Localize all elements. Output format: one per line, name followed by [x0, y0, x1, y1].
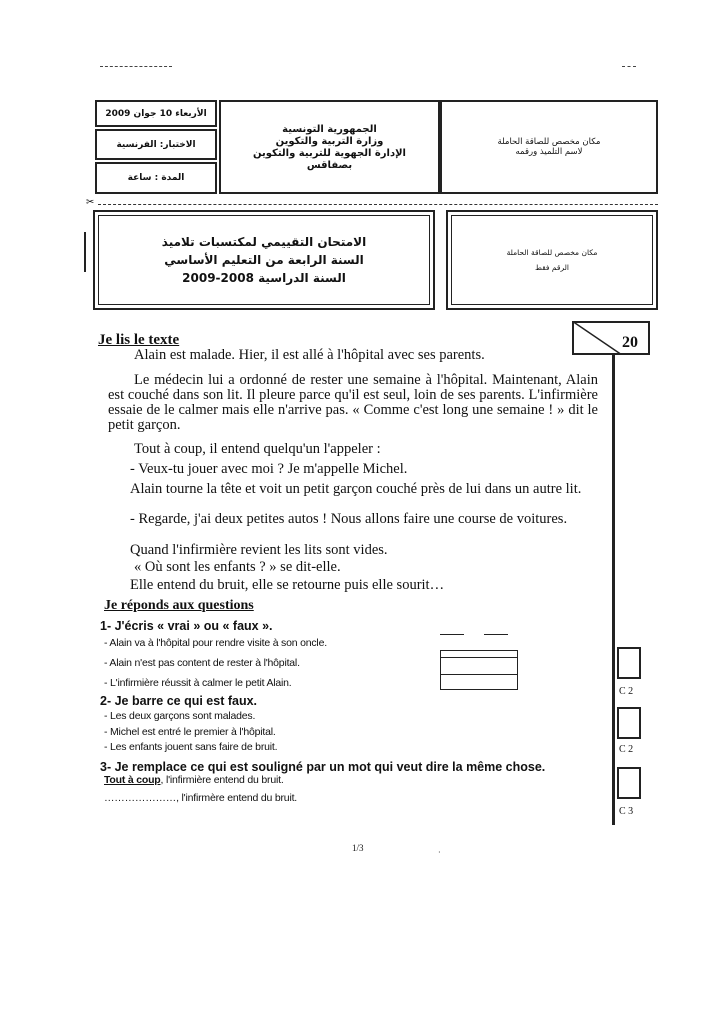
number-label-line-1: مكان مخصص للصاقة الحاملة: [506, 248, 598, 257]
exam-title-line-3: السنة الدراسية 2008-2009: [182, 271, 346, 285]
score-margin-line: [612, 355, 615, 825]
text-paragraph-9: Elle entend du bruit, elle se retourne puis elle sourit…: [130, 577, 445, 593]
number-box: [451, 215, 653, 305]
margin-bar: [84, 232, 86, 272]
q2-item-3: - Les enfants jouent sans faire de bruit.: [104, 741, 278, 753]
q1-title: 1- J'écris « vrai » ou « faux ».: [100, 619, 273, 633]
q1-blank-top-left: [440, 634, 464, 635]
number-label-line-2: الرقم فقط: [535, 263, 569, 272]
q3-sentence: [104, 774, 284, 786]
q3-title: 3- Je remplace ce qui est souligné par un mot qui veut dire la même chose.: [100, 760, 546, 774]
q2-title: 2- Je barre ce qui est faux.: [100, 694, 258, 708]
date-cell: [95, 100, 217, 127]
page-number: 1/3: [352, 843, 364, 853]
text-paragraph-8: « Où sont les enfants ? » se dit-elle.: [134, 559, 341, 575]
criteria-label-2: C 2: [619, 744, 634, 755]
text-paragraph-3: Tout à coup, il entend quelqu'un l'appeler :: [134, 441, 381, 457]
student-label-box: [440, 100, 658, 194]
text-paragraph-1: Alain est malade. Hier, il est allé à l'hôpital avec ses parents.: [134, 347, 485, 363]
text-paragraph-4: - Veux-tu jouer avec moi ? Je m'appelle Michel.: [130, 461, 408, 477]
criteria-box-2[interactable]: [617, 707, 641, 739]
score-total: 20: [622, 334, 638, 351]
q3-underlined: Tout à coup: [104, 774, 161, 786]
q1-item-3: - L'infirmière réussit à calmer le petit Alain.: [104, 677, 292, 689]
q1-blank-top-right: [484, 634, 508, 635]
q3-answer-line[interactable]: [104, 792, 297, 804]
criteria-label-1: C 2: [619, 686, 634, 697]
q3-blank[interactable]: …………………: [104, 792, 177, 804]
criteria-label-3: C 3: [619, 806, 634, 817]
exam-title-line-1: الامتحان التقييمي لمكتسبات تلاميذ: [161, 235, 367, 249]
text-paragraph-5: Alain tourne la tête et voit un petit garçon couché près de lui dans un autre lit.: [130, 481, 582, 497]
ministry-line-1: الجمهورية التونسية: [282, 123, 377, 135]
text-paragraph-7: Quand l'infirmière revient les lits sont vides.: [130, 542, 388, 558]
q1-item-1: - Alain va à l'hôpital pour rendre visite à son oncle.: [104, 637, 327, 649]
q1-answer-line-1: [440, 657, 518, 658]
q1-answer-box[interactable]: [440, 650, 518, 690]
exam-title-box: [98, 215, 430, 305]
exam-duration: المدة : ساعة: [127, 173, 185, 183]
ministry-box: [219, 100, 440, 194]
ministry-line-3: الإدارة الجهوية للتربية والتكوين: [253, 147, 406, 159]
ministry-line-2: وزارة التربية والتكوين: [275, 135, 384, 147]
q3-blank-rest: , l'infirmère entend du bruit.: [176, 792, 298, 804]
top-dash-left: [100, 66, 172, 67]
cut-line: [98, 204, 658, 205]
text-paragraph-2: Le médecin lui a ordonné de rester une semaine à l'hôpital. Maintenant, Alain est couché dans son lit. Il pleure parce qu'il est seul, loin de ses parents. L'infirmière essaie de le calmer mais elle n'arrive pas. « Comme c'est long une semaine ! » dit le petit garçon.: [108, 372, 598, 433]
q3-sentence-rest: , l'infirmière entend du bruit.: [160, 774, 284, 786]
top-dash-right: [622, 66, 636, 67]
reading-heading: Je lis le texte: [98, 332, 180, 348]
exam-subject: الاختبار: الفرنسية: [116, 139, 196, 150]
reserved-line-1: مكان مخصص للصاقة الحاملة: [497, 137, 601, 147]
ministry-line-4: بصفاقس: [306, 159, 353, 171]
exam-title-line-2: السنة الرابعة من التعليم الأساسي: [164, 253, 364, 267]
duration-cell: [95, 162, 217, 194]
q1-item-2: - Alain n'est pas content de rester à l'hôpital.: [104, 657, 300, 669]
criteria-box-1[interactable]: [617, 647, 641, 679]
scissors-icon: ✂: [86, 197, 95, 208]
text-paragraph-6: - Regarde, j'ai deux petites autos ! Nous allons faire une course de voitures.: [130, 511, 568, 527]
exam-date: الأربعاء 10 جوان 2009: [105, 108, 207, 119]
q2-item-2: - Michel est entré le premier à l'hôpital.: [104, 726, 276, 738]
stray-dot: ·: [438, 848, 441, 857]
subject-cell: [95, 129, 217, 160]
q1-answer-line-2: [440, 674, 518, 675]
criteria-box-3[interactable]: [617, 767, 641, 799]
questions-heading: Je réponds aux questions: [104, 598, 254, 613]
q2-item-1: - Les deux garçons sont malades.: [104, 710, 256, 722]
reserved-line-2: لاسم التلميذ ورقمه: [515, 147, 583, 157]
